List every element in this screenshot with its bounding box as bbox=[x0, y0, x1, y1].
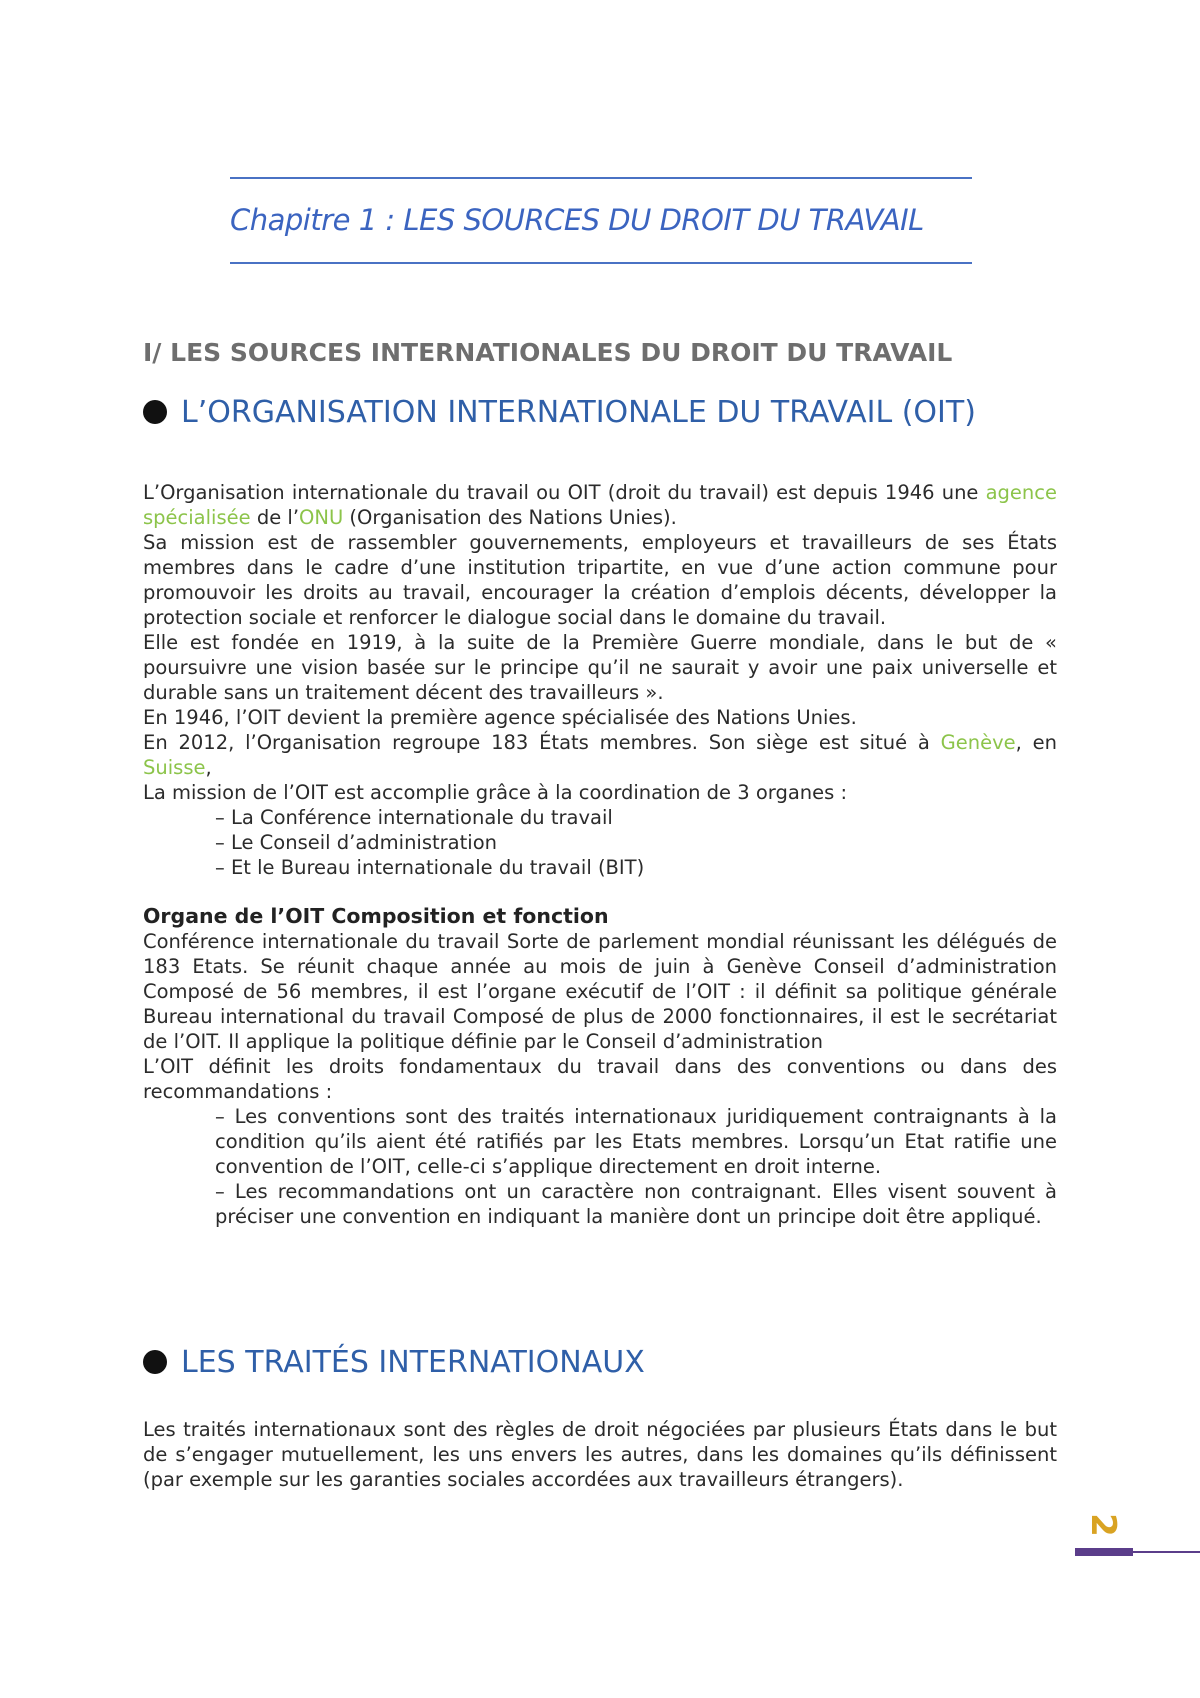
oit-paragraph-1 bbox=[143, 480, 1057, 530]
footer-rule-thick bbox=[1075, 1548, 1133, 1556]
chapter-title: Chapitre 1 : LES SOURCES DU DROIT DU TRAVAIL bbox=[230, 203, 924, 237]
list-item: – Les conventions sont des traités internationaux juridiquement contraignants à la condition qu’ils aient été ratifiés par les Etats membres. Lorsqu’un Etat ratifie une convention de l’OIT, celle-ci s’applique directement en droit interne. bbox=[215, 1105, 1057, 1178]
list-item: – Le Conseil d’administration bbox=[215, 831, 497, 854]
traites-heading bbox=[143, 1345, 645, 1380]
list-item: – Les recommandations ont un caractère non contraignant. Elles visent souvent à préciser une convention en indiquant la manière dont un principe doit être appliqué. bbox=[215, 1180, 1057, 1228]
traites-paragraph-1: Les traités internationaux sont des règles de droit négociées par plusieurs États dans le but de s’engager mutuellement, les uns envers les autres, dans les domaines qu’ils définissent (par exemple sur les garanties sociales accordées aux travailleurs étrangers). bbox=[143, 1418, 1057, 1491]
oit-p1-text-c: (Organisation des Nations Unies). bbox=[343, 506, 677, 529]
conventions-list bbox=[143, 1104, 1057, 1229]
oit-paragraph-7: Conférence internationale du travail Sorte de parlement mondial réunissant les délégués de 183 Etats. Se réunit chaque année au mois de juin à Genève Conseil d’administration Composé de 56 membres, il est l’organe exécutif de l’OIT : il définit sa politique générale Bureau international du travail Composé de plus de 2000 fonctionnaires, il est le secrétariat de l’OIT. Il applique la politique définie par le Conseil d’administration bbox=[143, 930, 1057, 1053]
oit-body bbox=[143, 480, 1057, 1229]
traites-heading-text: LES TRAITÉS INTERNATIONAUX bbox=[181, 1345, 645, 1380]
oit-p5-text-b: , en bbox=[1015, 731, 1057, 754]
bullet-icon bbox=[143, 1350, 167, 1374]
list-item: – Et le Bureau internationale du travail (BIT) bbox=[215, 856, 645, 879]
traites-body bbox=[143, 1417, 1057, 1492]
oit-p1-text-a: L’Organisation internationale du travail ou OIT (droit du travail) est depuis 1946 une bbox=[143, 481, 986, 504]
link-geneve[interactable]: Genève bbox=[940, 731, 1016, 754]
oit-paragraph-3: Elle est fondée en 1919, à la suite de la Première Guerre mondiale, dans le but de « poursuivre une vision basée sur le principe qu’il ne saurait y avoir une paix universelle et durable sans un traitement décent des travailleurs ». bbox=[143, 631, 1057, 704]
oit-paragraph-8: L’OIT définit les droits fondamentaux du travail dans des conventions ou dans des recommandations : bbox=[143, 1055, 1057, 1103]
oit-paragraph-4: En 1946, l’OIT devient la première agence spécialisée des Nations Unies. bbox=[143, 706, 857, 729]
link-suisse[interactable]: Suisse bbox=[143, 756, 206, 779]
oit-heading bbox=[143, 395, 976, 430]
organes-list bbox=[143, 805, 1057, 880]
organes-table-label: Organe de l’OIT Composition et fonction bbox=[143, 904, 609, 928]
oit-p5-text-a: En 2012, l’Organisation regroupe 183 États membres. Son siège est situé à bbox=[143, 731, 941, 754]
oit-p1-text-b: de l’ bbox=[250, 506, 300, 529]
section-title: I/ LES SOURCES INTERNATIONALES DU DROIT DU TRAVAIL bbox=[143, 338, 953, 367]
oit-heading-text: L’ORGANISATION INTERNATIONALE DU TRAVAIL (OIT) bbox=[181, 395, 976, 430]
chapter-bottom-rule bbox=[230, 262, 972, 264]
oit-p5-text-c: , bbox=[205, 756, 212, 779]
footer-rule-thin bbox=[1133, 1551, 1200, 1553]
bullet-icon bbox=[143, 400, 167, 424]
chapter-top-rule bbox=[230, 177, 972, 179]
oit-paragraph-2: Sa mission est de rassembler gouvernements, employeurs et travailleurs de ses États membres dans le cadre d’une institution tripartite, en vue d’une action commune pour promouvoir les droits au travail, encourager la création d’emplois décents, développer la protection sociale et renforcer le dialogue social dans le domaine du travail. bbox=[143, 531, 1057, 629]
link-onu[interactable]: ONU bbox=[299, 506, 344, 529]
oit-paragraph-5 bbox=[143, 730, 1057, 780]
oit-paragraph-6: La mission de l’OIT est accomplie grâce à la coordination de 3 organes : bbox=[143, 781, 848, 804]
list-item: – La Conférence internationale du travail bbox=[215, 806, 613, 829]
link-agence-specialisee[interactable]: agence spécialisée bbox=[143, 481, 1057, 529]
page-number: 2 bbox=[1083, 1513, 1123, 1537]
